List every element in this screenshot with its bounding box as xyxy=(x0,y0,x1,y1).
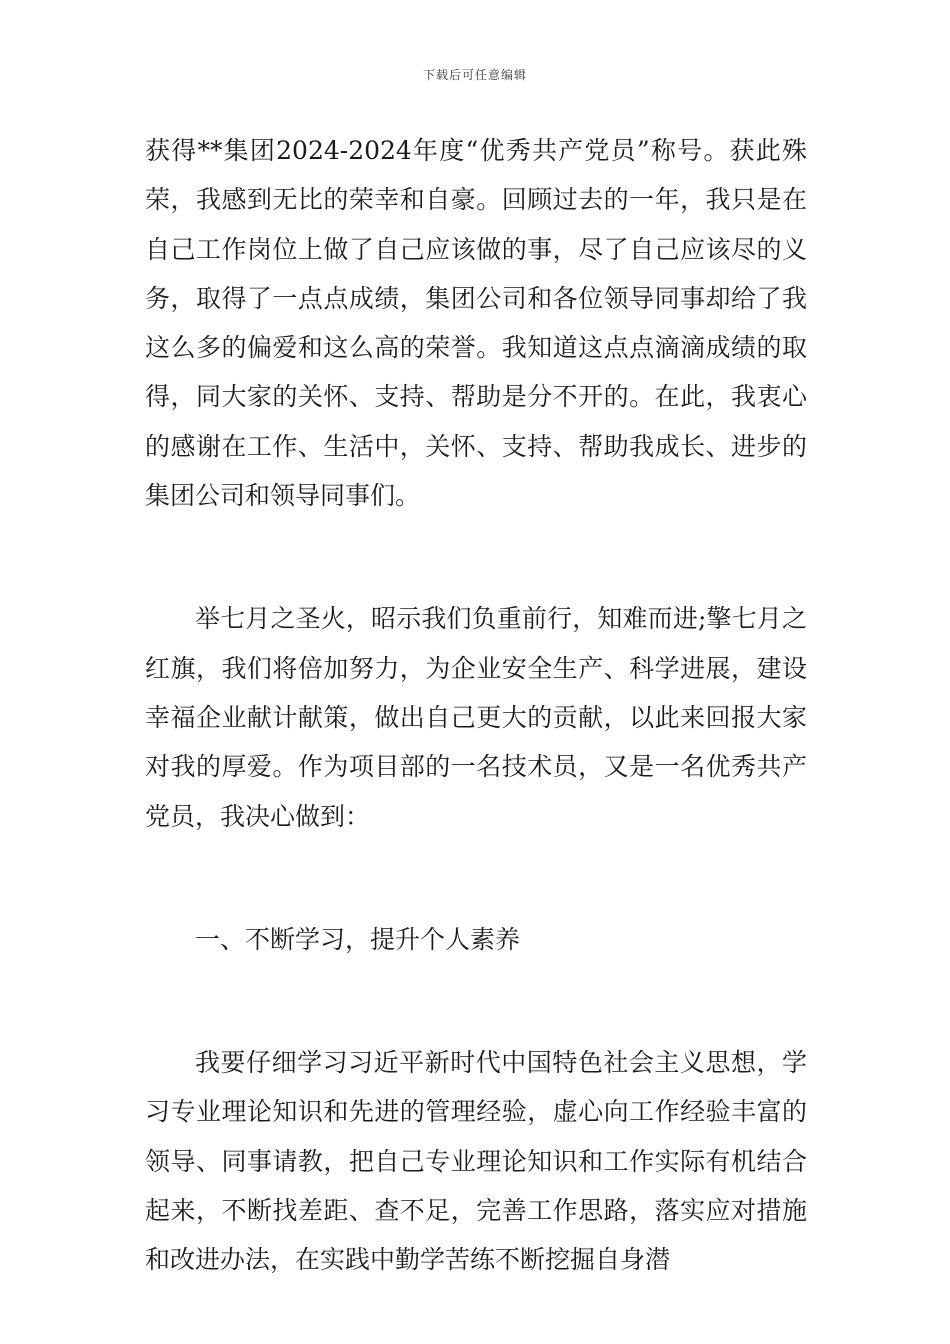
paragraph-gap xyxy=(145,841,807,915)
paragraph-study: 我要仔细学习习近平新时代中国特色社会主义思想，学习专业理论知识和先进的管理经验，虚心向工作经验丰富的领导、同事请教，把自己专业理论知识和工作实际有机结合起来，不断找差距、查不足，完善工作思路，落实应对措施和改进办法，在实践中勤学苦练不断挖掘自身潜 xyxy=(145,1048,807,1275)
paragraph-resolution: 举七月之圣火，昭示我们负重前行，知难而进;擎七月之红旗，我们将倍加努力，为企业安全生产、科学进展，建设幸福企业献计献策，做出自己更大的贡献，以此来回报大家对我的厚爱。作为项目部的一名技术员，又是一名优秀共产党员，我决心做到： xyxy=(145,604,807,831)
paragraph-honor: 获得**集团2024-2024年度“优秀共产党员”称号。获此殊荣，我感到无比的荣幸和自豪。回顾过去的一年，我只是在自己工作岗位上做了自己应该做的事，尽了自己应该尽的义务，取得了一点点成绩，集团公司和各位领导同事却给了我这么多的偏爱和这么高的荣誉。我知道这点点滴滴成绩的取得，同大家的关怀、支持、帮助是分不开的。在此，我衷心的感谢在工作、生活中，关怀、支持、帮助我成长、进步的集团公司和领导同事们。 xyxy=(145,136,807,511)
document-body xyxy=(145,126,807,1285)
paragraph-gap xyxy=(145,964,807,1038)
section-heading: 一、不断学习，提升个人素养 xyxy=(195,924,521,954)
header-note: 下载后可任意编辑 xyxy=(422,68,527,82)
paragraph-gap xyxy=(145,520,807,594)
